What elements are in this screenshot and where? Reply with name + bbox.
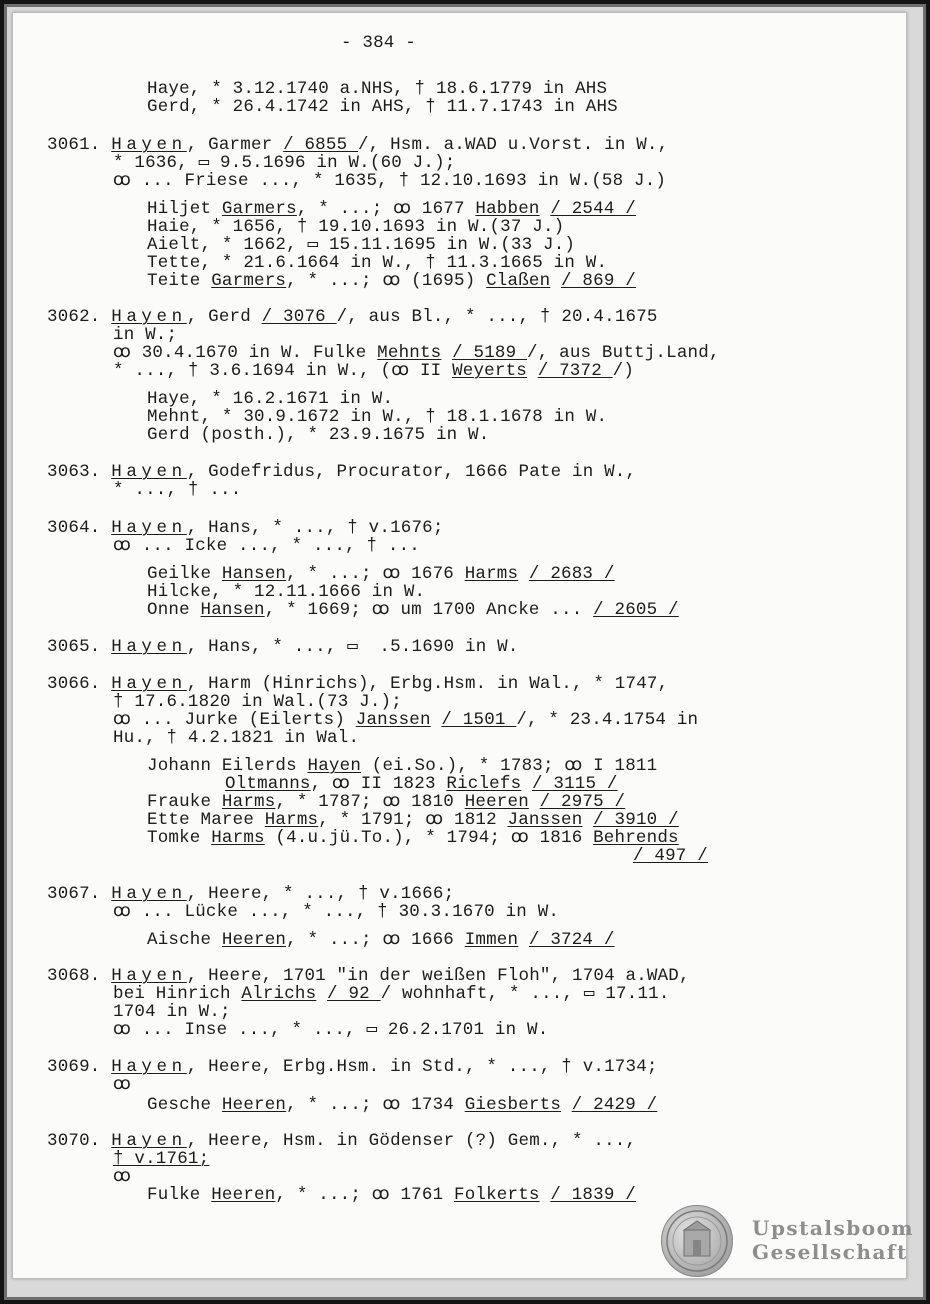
text-line: ꝏ [113, 1167, 132, 1187]
child-line: Tomke Harms (4.u.jü.To.), * 1794; ꝏ 1816 Behrends [147, 828, 679, 848]
entry-3068-heading: 3068. Hayen, Heere, 1701 "in der weißen Floh", 1704 a.WAD, [47, 966, 690, 986]
child-line: Haye, * 16.2.1671 in W. [147, 389, 394, 409]
text-line: ꝏ ... Lücke ..., * ..., † 30.3.1670 in W. [113, 902, 560, 922]
entry-3066-heading: 3066. Hayen, Harm (Hinrichs), Erbg.Hsm. in Wal., * 1747, [47, 674, 669, 694]
child-line: Ette Maree Harms, * 1791; ꝏ 1812 Janssen / 3910 / [147, 810, 679, 830]
child-line: Johann Eilerds Hayen (ei.So.), * 1783; ꝏ I 1811 [147, 756, 658, 776]
text-line: in W.; [113, 325, 178, 345]
child-line: Gesche Heeren, * ...; ꝏ 1734 Giesberts / 2429 / [147, 1095, 658, 1115]
entry-3061-heading: 3061. Hayen, Garmer / 6855 /, Hsm. a.WAD u.Vorst. in W., [47, 135, 669, 155]
child-line: Gerd (posth.), * 23.9.1675 in W. [147, 425, 490, 445]
seal-emblem-icon [662, 1206, 732, 1276]
document-page [12, 12, 907, 1279]
child-line: Haie, * 1656, † 19.10.1693 in W.(37 J.) [147, 217, 565, 237]
entry-3065-heading: 3065. Hayen, Hans, * ..., ▭ .5.1690 in W. [47, 637, 519, 657]
seal-logo-icon [661, 1205, 733, 1277]
text-line: ꝏ ... Icke ..., * ..., † ... [113, 536, 420, 556]
text-line: * 1636, ▭ 9.5.1696 in W.(60 J.); [113, 153, 456, 173]
entry-3070-heading: 3070. Hayen, Heere, Hsm. in Gödenser (?) Gem., * ..., [47, 1131, 637, 1151]
child-line: Aische Heeren, * ...; ꝏ 1666 Immen / 3724 / [147, 930, 615, 950]
text-line: 1704 in W.; [113, 1002, 231, 1022]
text-line: Hu., † 4.2.1821 in Wal. [113, 728, 360, 748]
text-line: bei Hinrich Alrichs / 92 / wohnhaft, * ..., ▭ 17.11. [113, 984, 670, 1004]
child-line: Geilke Hansen, * ...; ꝏ 1676 Harms / 2683 / [147, 564, 615, 584]
text-line: * ..., † 3.6.1694 in W., (ꝏ II Weyerts / 7372 /) [113, 361, 635, 381]
child-line: Teite Garmers, * ...; ꝏ (1695) Claßen / 869 / [147, 271, 636, 291]
child-line: Tette, * 21.6.1664 in W., † 11.3.1665 in W. [147, 253, 608, 273]
text-line: ꝏ ... Friese ..., * 1635, † 12.10.1693 in W.(58 J.) [113, 171, 667, 191]
child-line: Aielt, * 1662, ▭ 15.11.1695 in W.(33 J.) [147, 235, 576, 255]
child-line: Fulke Heeren, * ...; ꝏ 1761 Folkerts / 1839 / [147, 1185, 636, 1205]
child-line: Hiljet Garmers, * ...; ꝏ 1677 Habben / 2544 / [147, 199, 636, 219]
entry-3062-heading: 3062. Hayen, Gerd / 3076 /, aus Bl., * ..., † 20.4.1675 [47, 307, 658, 327]
text-line: ꝏ 30.4.1670 in W. Fulke Mehnts / 5189 /, aus Buttj.Land, [113, 343, 720, 363]
entry-3069-heading: 3069. Hayen, Heere, Erbg.Hsm. in Std., * ..., † v.1734; [47, 1057, 658, 1077]
child-line: Onne Hansen, * 1669; ꝏ um 1700 Ancke ... / 2605 / [147, 600, 679, 620]
text-line: * ..., † ... [113, 480, 242, 500]
logo-line-1: Upstalsboom [752, 1216, 915, 1240]
page-number: - 384 - [341, 33, 416, 53]
text-line: ꝏ ... Jurke (Eilerts) Janssen / 1501 /, * 23.4.1754 in [113, 710, 699, 730]
text-line: Haye, * 3.12.1740 a.NHS, † 18.6.1779 in AHS [147, 79, 608, 99]
child-line: Mehnt, * 30.9.1672 in W., † 18.1.1678 in W. [147, 407, 608, 427]
text-line: ꝏ ... Inse ..., * ..., ▭ 26.2.1701 in W. [113, 1020, 549, 1040]
entry-3067-heading: 3067. Hayen, Heere, * ..., † v.1666; [47, 884, 455, 904]
entry-3063-heading: 3063. Hayen, Godefridus, Procurator, 1666 Pate in W., [47, 462, 637, 482]
child-line: / 497 / [633, 846, 708, 866]
text-line: † 17.6.1820 in Wal.(73 J.); [113, 692, 402, 712]
child-line: Oltmanns, ꝏ II 1823 Riclefs / 3115 / [225, 774, 618, 794]
text-line: ꝏ [113, 1075, 132, 1095]
child-line: Hilcke, * 12.11.1666 in W. [147, 582, 426, 602]
entry-3064-heading: 3064. Hayen, Hans, * ..., † v.1676; [47, 518, 444, 538]
text-line: † v.1761; [113, 1149, 210, 1169]
society-logo-text [752, 1216, 914, 1264]
text-line: Gerd, * 26.4.1742 in AHS, † 11.7.1743 in AHS [147, 97, 618, 117]
logo-line-2: Gesellschaft [752, 1240, 908, 1264]
child-line: Frauke Harms, * 1787; ꝏ 1810 Heeren / 2975 / [147, 792, 626, 812]
